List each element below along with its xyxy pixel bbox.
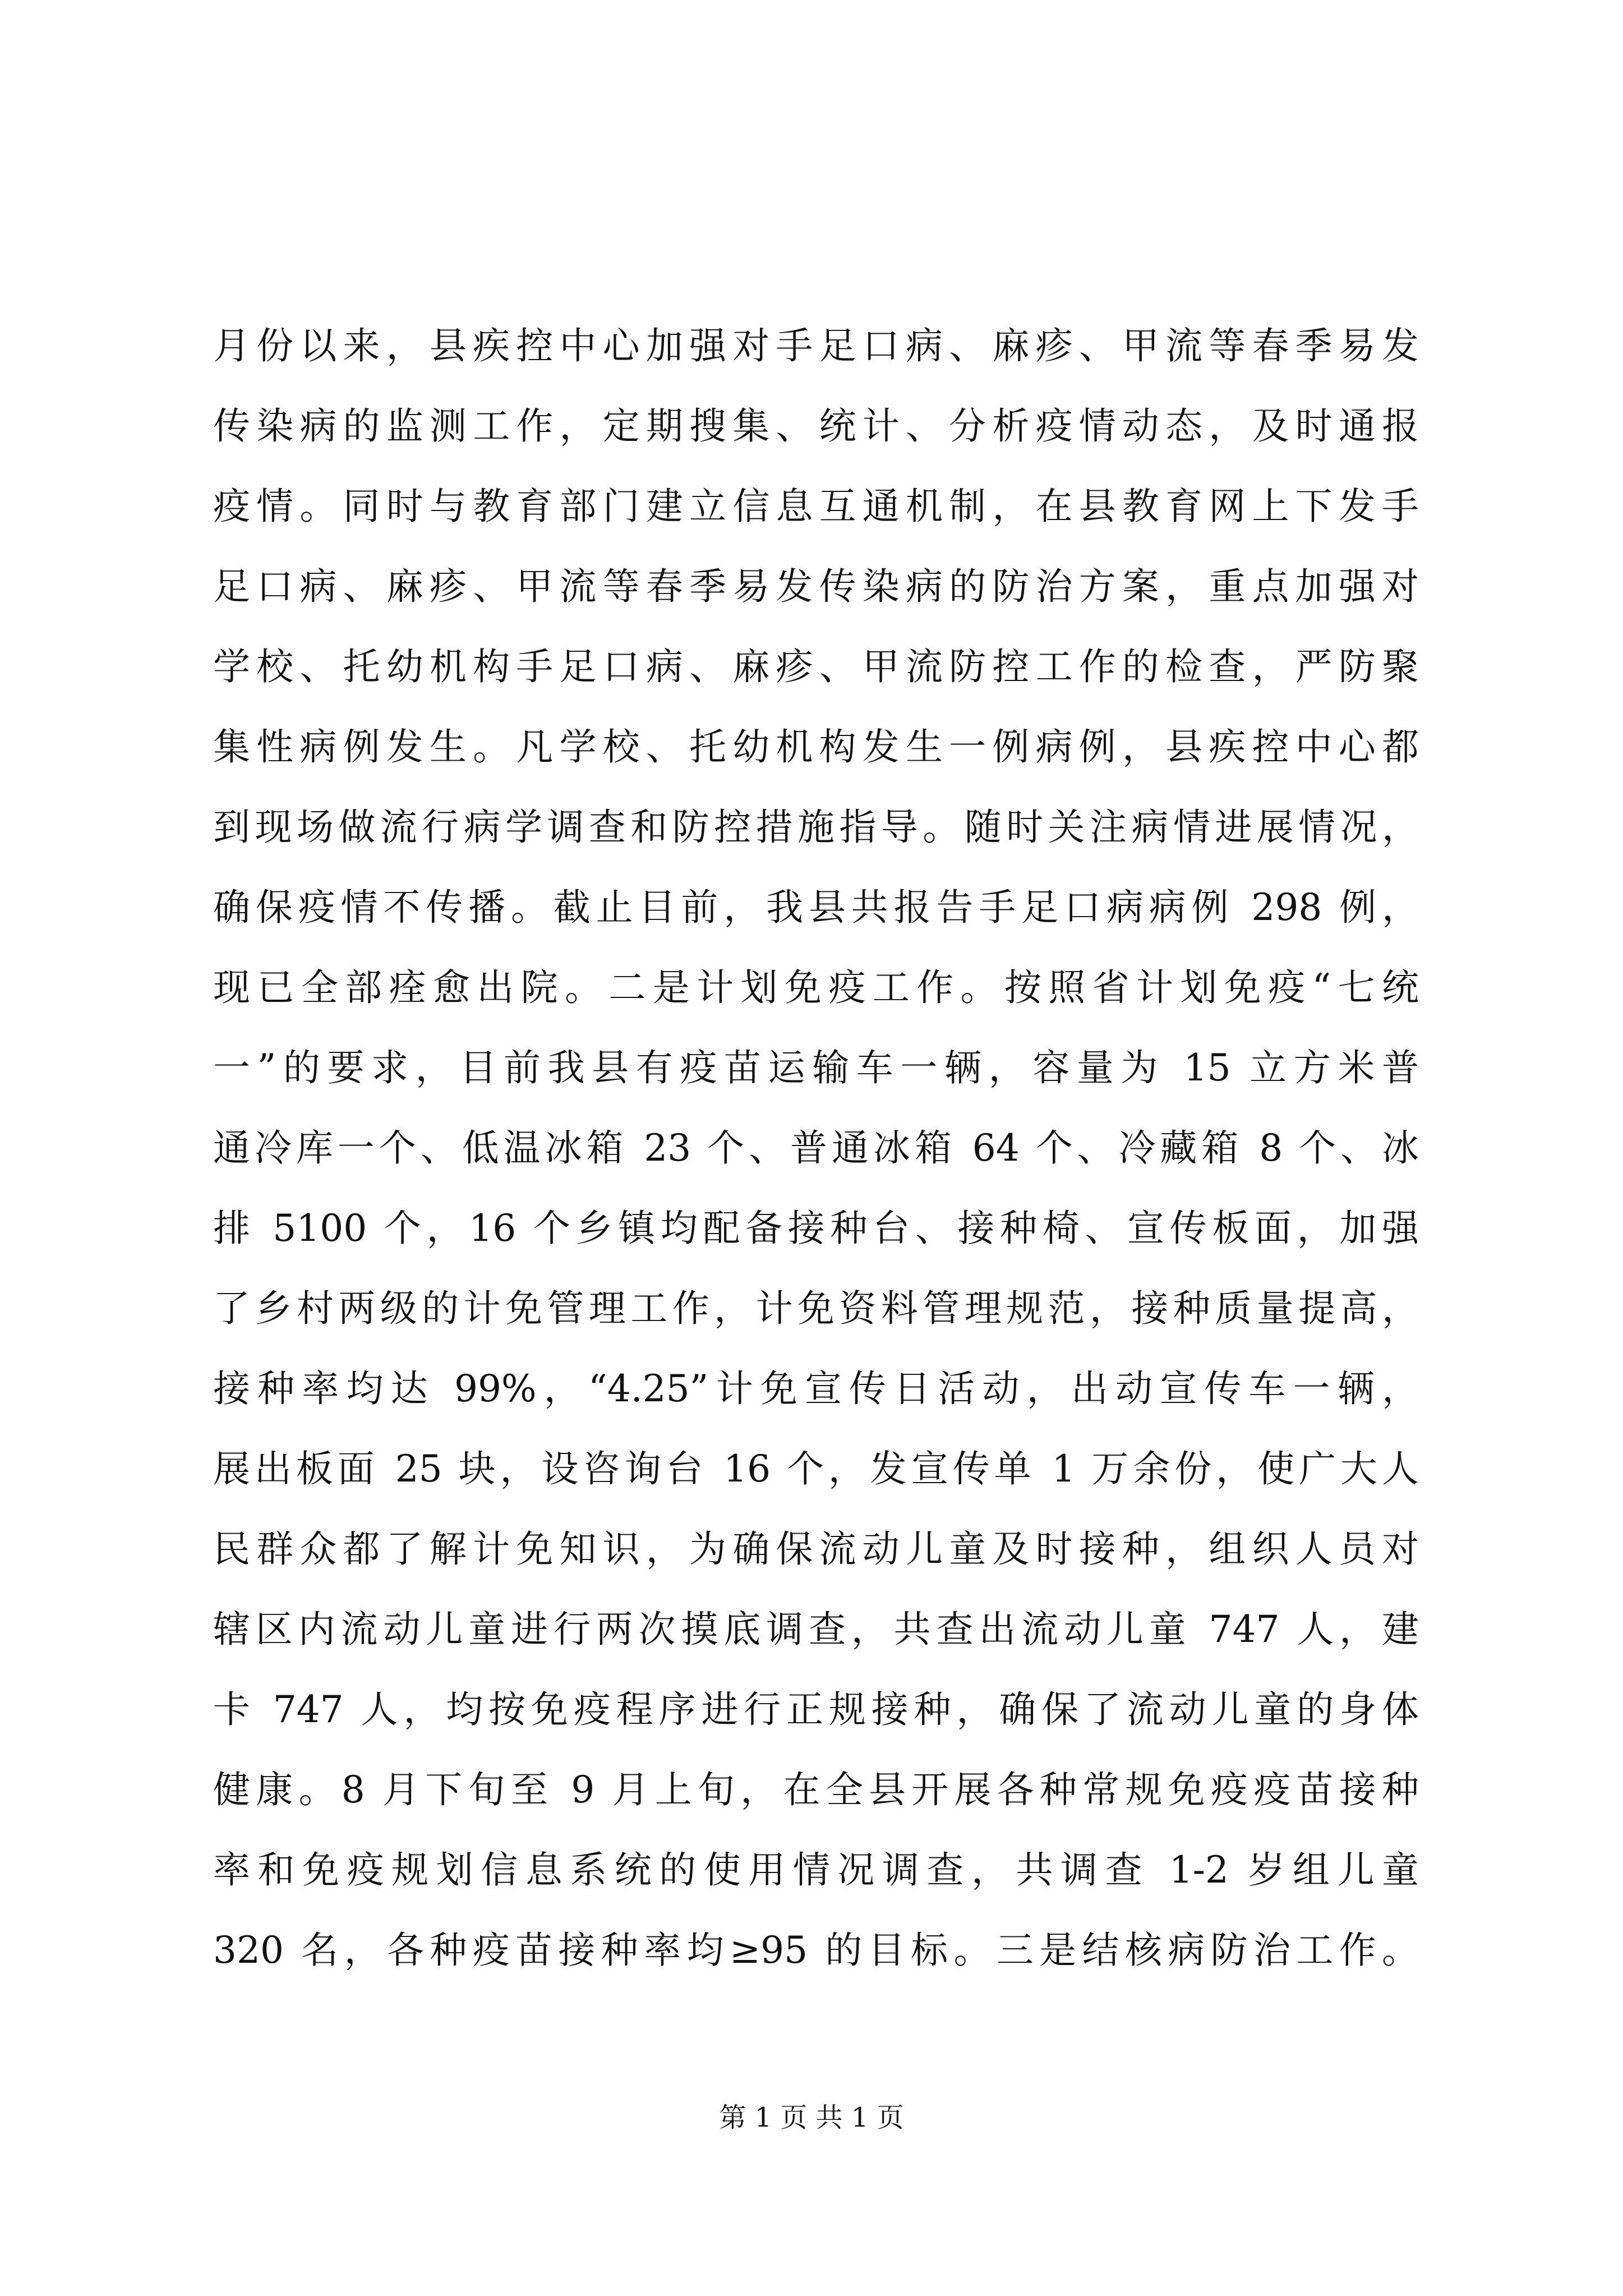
page-number-footer: 第 1 页 共 1 页 — [719, 2102, 904, 2133]
text-line: 卡 747 人，均按免疫程序进行正规接种，确保了流动儿童的身体 — [213, 1688, 1419, 1731]
body-paragraph — [213, 306, 1419, 1990]
text-line: 现已全部痊愈出院。二是计划免疫工作。按照省计划免疫“七统 — [213, 966, 1419, 1009]
text-line: 率和免疫规划信息系统的使用情况调查，共调查 1-2 岁组儿童 — [213, 1848, 1419, 1892]
text-line: 一”的要求，目前我县有疫苗运输车一辆，容量为 15 立方米普 — [213, 1046, 1419, 1089]
text-line: 了乡村两级的计免管理工作，计免资料管理规范，接种质量提高， — [213, 1287, 1419, 1330]
text-line: 足口病、麻疹、甲流等春季易发传染病的防治方案，重点加强对 — [213, 565, 1419, 608]
text-line: 月份以来，县疾控中心加强对手足口病、麻疹、甲流等春季易发 — [213, 324, 1419, 367]
text-line: 排 5100 个，16 个乡镇均配备接种台、接种椅、宣传板面，加强 — [213, 1207, 1419, 1250]
text-line: 接种率均达 99%，“4.25”计免宣传日活动，出动宣传车一辆， — [213, 1367, 1419, 1410]
text-line: 通冷库一个、低温冰箱 23 个、普通冰箱 64 个、冷藏箱 8 个、冰 — [213, 1126, 1419, 1170]
text-line: 确保疫情不传播。截止目前，我县共报告手足口病病例 298 例， — [213, 886, 1419, 929]
text-line: 学校、托幼机构手足口病、麻疹、甲流防控工作的检查，严防聚 — [213, 645, 1419, 688]
text-line: 展出板面 25 块，设咨询台 16 个，发宣传单 1 万余份，使广大人 — [213, 1447, 1419, 1490]
text-line: 民群众都了解计免知识，为确保流动儿童及时接种，组织人员对 — [213, 1527, 1419, 1571]
text-line: 传染病的监测工作，定期搜集、统计、分析疫情动态，及时通报 — [213, 404, 1419, 448]
text-line: 到现场做流行病学调查和防控措施指导。随时关注病情进展情况， — [213, 806, 1419, 849]
text-line: 320 名，各种疫苗接种率均≥95 的目标。三是结核病防治工作。 — [213, 1929, 1419, 1972]
text-line: 辖区内流动儿童进行两次摸底调查，共查出流动儿童 747 人，建 — [213, 1608, 1419, 1651]
text-line: 疫情。同时与教育部门建立信息互通机制，在县教育网上下发手 — [213, 485, 1419, 528]
text-line: 集性病例发生。凡学校、托幼机构发生一例病例，县疾控中心都 — [213, 725, 1419, 769]
text-line: 健康。8 月下旬至 9 月上旬，在全县开展各种常规免疫疫苗接种 — [213, 1768, 1419, 1811]
